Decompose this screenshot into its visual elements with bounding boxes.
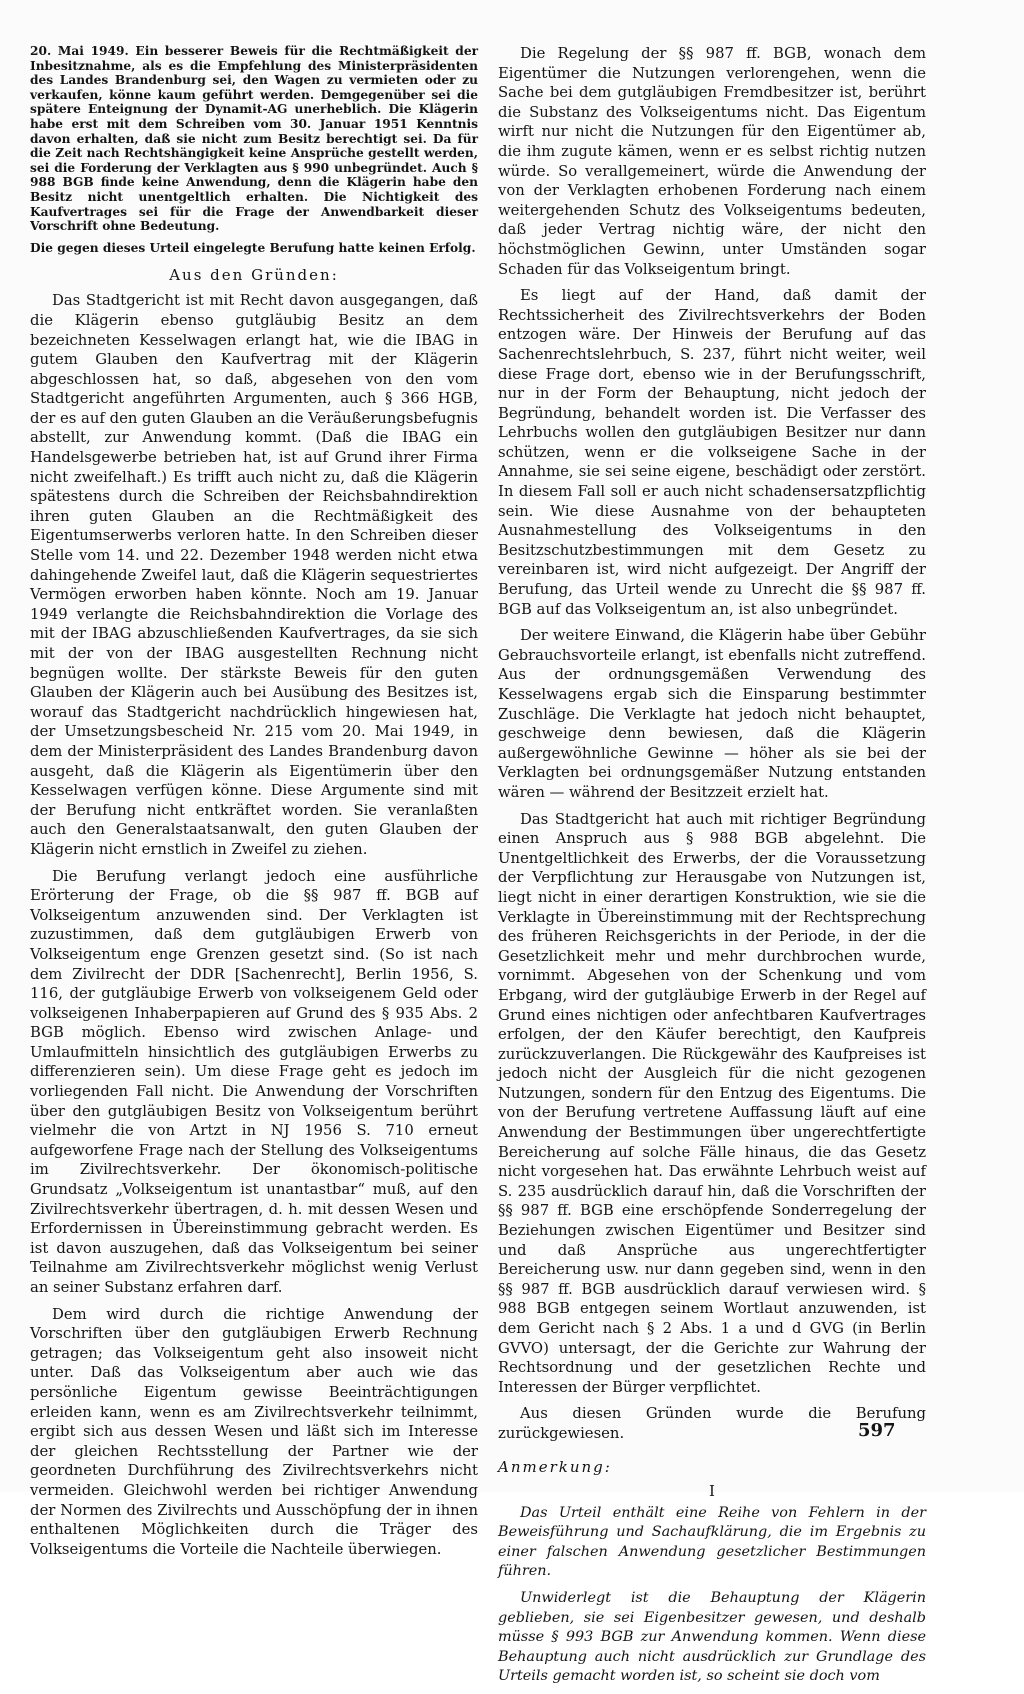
roman-numeral-heading: I — [709, 1481, 715, 1500]
section-heading-anmerkung: Anmerkung: — [498, 1457, 612, 1476]
left-column — [30, 44, 478, 1566]
page-number: 597 — [858, 1420, 896, 1441]
italic-paragraph: Das Urteil enthält eine Reihe von Fehlern in der Beweisführung und Sachaufklärung, die im Ergebnis zu einer falschen Anwendung gesetzlicher Bestimmungen führen. — [498, 1504, 926, 1580]
body-paragraph: Die Berufung verlangt jedoch eine ausführliche Erörterung der Frage, ob die §§ 987 ff. BGB auf Volkseigentum anzuwenden sind. Der Verklagten ist zuzustimmen, daß dem gutgläubigen Erwerb von Volkseigentum enge Grenzen gesetzt sind. (So ist nach dem Zivilrecht der DDR [Sachenrecht], Berlin 1956, S. 116, der gutgläubige Erwerb von volkseigenem Geld oder volkseigenen Inhaberpapieren auf Grund des § 935 Abs. 2 BGB möglich. Ebenso wird zwischen Anlage- und Umlaufmitteln hinsichtlich des gutgläubigen Erwerbs zu differenzieren sein). Um diese Frage geht es jedoch im vorliegenden Fall nicht. Die Anwendung der Vorschriften über den gutgläubigen Besitz von Volkseigentum berührt vielmehr die von Artzt in NJ 1956 S. 710 erneut aufgeworfene Frage nach der Stellung des Volkseigentums im Zivilrechtsverkehr. Der ökonomisch-politische Grundsatz „Volkseigentum ist unantastbar“ muß, auf den Zivilrechtsverkehr übertragen, d. h. mit dessen Wesen und Erfordernissen in Übereinstimmung gebracht werden. Es ist davon auszugehen, daß das Volkseigentum bei seiner Teilnahme am Zivilrechtsverkehr möglichst wenig Verlust an seiner Substanz erfahren darf. — [30, 867, 478, 1296]
body-paragraph: Aus diesen Gründen wurde die Berufung zurückgewiesen. — [498, 1405, 926, 1442]
body-paragraph: Dem wird durch die richtige Anwendung der Vorschriften über den gutgläubigen Erwerb Rechnung getragen; das Volkseigentum geht also insoweit nicht unter. Daß das Volkseigentum aber auch wie das persönliche Eigentum gewisse Beeinträchtigungen erleiden kann, wenn es am Zivilrechtsverkehr teilnimmt, ergibt sich aus dessen Wesen und läßt sich im Interesse der gleichen Rechtsstellung der Partner wie der geordneten Durchführung des Zivilrechtsverkehrs nicht vermeiden. Gleichwohl werden bei richtiger Anwendung der Normen des Zivilrechts und Ausschöpfung der in ihnen enthaltenen Möglichkeiten durch die Träger des Volkseigentums die Vorteile die Nachteile überwiegen. — [30, 1305, 478, 1558]
right-column — [498, 44, 926, 1694]
body-paragraph: Die Regelung der §§ 987 ff. BGB, wonach dem Eigentümer die Nutzungen verlorengehen, wenn die Sache bei dem gutgläubigen Fremdbesitzer ist, berührt die Substanz des Volkseigentums nicht. Das Eigentum wirft nur nicht die Nutzungen für den Eigentümer ab, die ihm zugute kämen, wenn er es selbst richtig nutzen würde. So verallgemeinert, würde die Anwendung der von der Verklagten erhobenen Forderung nach einem weitergehenden Schutz des Volkseigentums bedeuten, daß jeder Vertrag nichtig wäre, der nicht den höchstmöglichen Gewinn, unter Umständen sogar Schaden für das Volkseigentum bringt. — [498, 45, 926, 278]
italic-paragraph: Unwiderlegt ist die Behauptung der Klägerin geblieben, sie sei Eigenbesitzer gewesen, und deshalb müsse § 993 BGB zur Anwendung kommen. Wenn diese Behauptung auch nicht ausdrücklich zur Grundlage des Urteils gemacht worden ist, so scheint sie doch vom — [498, 1589, 926, 1685]
case-summary-paragraph: 20. Mai 1949. Ein besserer Beweis für die Rechtmäßigkeit der Inbesitznahme, als es die Empfehlung des Ministerpräsidenten des Landes Brandenburg sei, den Wagen zu vermieten oder zu verkaufen, könne kaum geführt werden. Demgegenüber sei die spätere Enteignung der Dynamit-AG unerheblich. Die Klägerin habe erst mit dem Schreiben vom 30. Januar 1951 Kenntnis davon erhalten, daß sie nicht zum Besitz berechtigt sei. Da für die Zeit nach Rechtshängigkeit keine Ansprüche gestellt werden, sei die Forderung der Verklagten aus § 990 unbegründet. Auch § 988 BGB finde keine Anwendung, denn die Klägerin habe den Besitz nicht unentgeltlich erhalten. Die Nichtigkeit des Kaufvertrages sei für die Frage der Anwendbarkeit dieser Vorschrift ohne Bedeutung. — [30, 44, 478, 234]
body-paragraph: Das Stadtgericht hat auch mit richtiger Begründung einen Anspruch aus § 988 BGB abgelehnt. Die Unentgeltlichkeit des Erwerbs, der die Voraussetzung der Verpflichtung zur Herausgabe von Nutzungen ist, liegt nicht in einer derartigen Konstruktion, wie sie die Verklagte in Übereinstimmung mit der Rechtsprechung des früheren Reichsgerichts in der Periode, in der die Gesetzlichkeit mehr und mehr durchbrochen wurde, vornimmt. Abgesehen von der Schenkung und vom Erbgang, wird der gutgläubige Erwerb in der Regel auf Grund eines nichtigen oder anfechtbaren Kaufvertrages erfolgen, der den Käufer berechtigt, den Kaufpreis zurückzuverlangen. Die Rückgewähr des Kaufpreises ist jedoch nicht der Ausgleich für die nicht gezogenen Nutzungen, sondern für den Entzug des Eigentums. Die von der Berufung vertretene Auffassung läuft auf eine Anwendung der Bestimmungen über ungerechtfertigte Bereicherung auf solche Fälle hinaus, die das Gesetz nicht vorgesehen hat. Das erwähnte Lehrbuch weist auf S. 235 ausdrücklich darauf hin, daß die Vorschriften der §§ 987 ff. BGB eine erschöpfende Sonderregelung der Beziehungen zwischen Eigentümer und Besitzer sind und daß Ansprüche aus ungerechtfertigter Bereicherung usw. nur dann gegeben sind, wenn in den §§ 987 ff. BGB ausdrücklich darauf verwiesen wird. § 988 BGB entgegen seinem Wortlaut anzuwenden, ist dem Gericht nach § 2 Abs. 1 a und d GVG (in Berlin GVVO) untersagt, der die Gerichte zur Wahrung der Rechtsordnung und der gesetzlichen Rechte und Interessen der Bürger verpflichtet. — [498, 810, 926, 1396]
section-heading-gruende: Aus den Gründen: — [169, 266, 339, 285]
body-paragraph: Es liegt auf der Hand, daß damit der Rechtssicherheit des Zivilrechtsverkehrs der Boden entzogen wäre. Der Hinweis der Berufung auf das Sachenrechtslehrbuch, S. 237, führt nicht weiter, weil diese Frage dort, ebenso wie in der Berufungsschrift, nur in der Form der Behauptung, nicht jedoch der Begründung, behandelt worden ist. Die Verfasser des Lehrbuchs wollen den gutgläubigen Besitzer nur dann schützen, wenn er die volkseigene Sache in der Annahme, sie sei seine eigene, beschädigt oder zerstört. In diesem Fall soll er auch nicht schadensersatzpflichtig sein. Wie diese Ausnahme von der behaupteten Ausnahmestellung des Volkseigentums in den Besitzschutzbestimmungen mit dem Gesetz zu vereinbaren ist, wird nicht aufgezeigt. Der Angriff der Berufung, das Urteil wende zu Unrecht die §§ 987 ff. BGB auf das Volkseigentum an, ist also unbegründet. — [498, 287, 926, 618]
body-paragraph: Der weitere Einwand, die Klägerin habe über Gebühr Gebrauchsvorteile erlangt, ist ebenfalls nicht zutreffend. Aus der ordnungsgemäßen Verwendung des Kesselwagens ergab sich die Einsparung bestimmter Zuschläge. Die Verklagte hat jedoch nicht behauptet, geschweige denn bewiesen, daß die Klägerin außergewöhnliche Gewinne — höher als sie bei der Verklagten bei ordnungsgemäßer Nutzung entstanden wären — während der Besitzzeit erzielt hat. — [498, 627, 926, 801]
appeal-outcome-paragraph: Die gegen dieses Urteil eingelegte Berufung hatte keinen Erfolg. — [30, 240, 476, 255]
body-paragraph: Das Stadtgericht ist mit Recht davon ausgegangen, daß die Klägerin ebenso gutgläubig Besitz an dem bezeichneten Kesselwagen erlangt hat, wie die IBAG in gutem Glauben den Kaufvertrag mit der Klägerin abgeschlossen hat, so daß, abgesehen von den vom Stadtgericht angeführten Argumenten, auch § 366 HGB, der es auf den guten Glauben an die Veräußerungsbefugnis abstellt, zur Anwendung kommt. (Daß die IBAG ein Handelsgewerbe betrieben hat, ist auf Grund ihrer Firma nicht zweifelhaft.) Es trifft auch nicht zu, daß die Klägerin spätestens durch die Schreiben der Reichsbahndirektion ihren guten Glauben an die Rechtmäßigkeit des Eigentumserwerbs verloren hatte. In den Schreiben dieser Stelle vom 14. und 22. Dezember 1948 werden nicht etwa dahingehende Zweifel laut, daß die Klägerin sequestriertes Vermögen erworben haben könnte. Noch am 19. Januar 1949 verlangte die Reichsbahndirektion die Vorlage des mit der IBAG abzuschließenden Kaufvertrages, da sie sich mit der von der IBAG ausgestellten Rechnung nicht begnügen wollte. Der stärkste Beweis für den guten Glauben der Klägerin auch bei Ausübung des Besitzes ist, worauf das Stadtgericht nachdrücklich hingewiesen hat, der Umsetzungsbescheid Nr. 215 vom 20. Mai 1949, in dem der Ministerpräsident des Landes Brandenburg davon ausgeht, daß die Klägerin als Eigentümerin über den Kesselwagen verfügen könne. Diese Argumente sind mit der Berufung nicht entkräftet worden. Sie veranlaßten auch den Generalstaatsanwalt, den guten Glauben der Klägerin nicht ernstlich in Zweifel zu ziehen. — [30, 292, 478, 858]
